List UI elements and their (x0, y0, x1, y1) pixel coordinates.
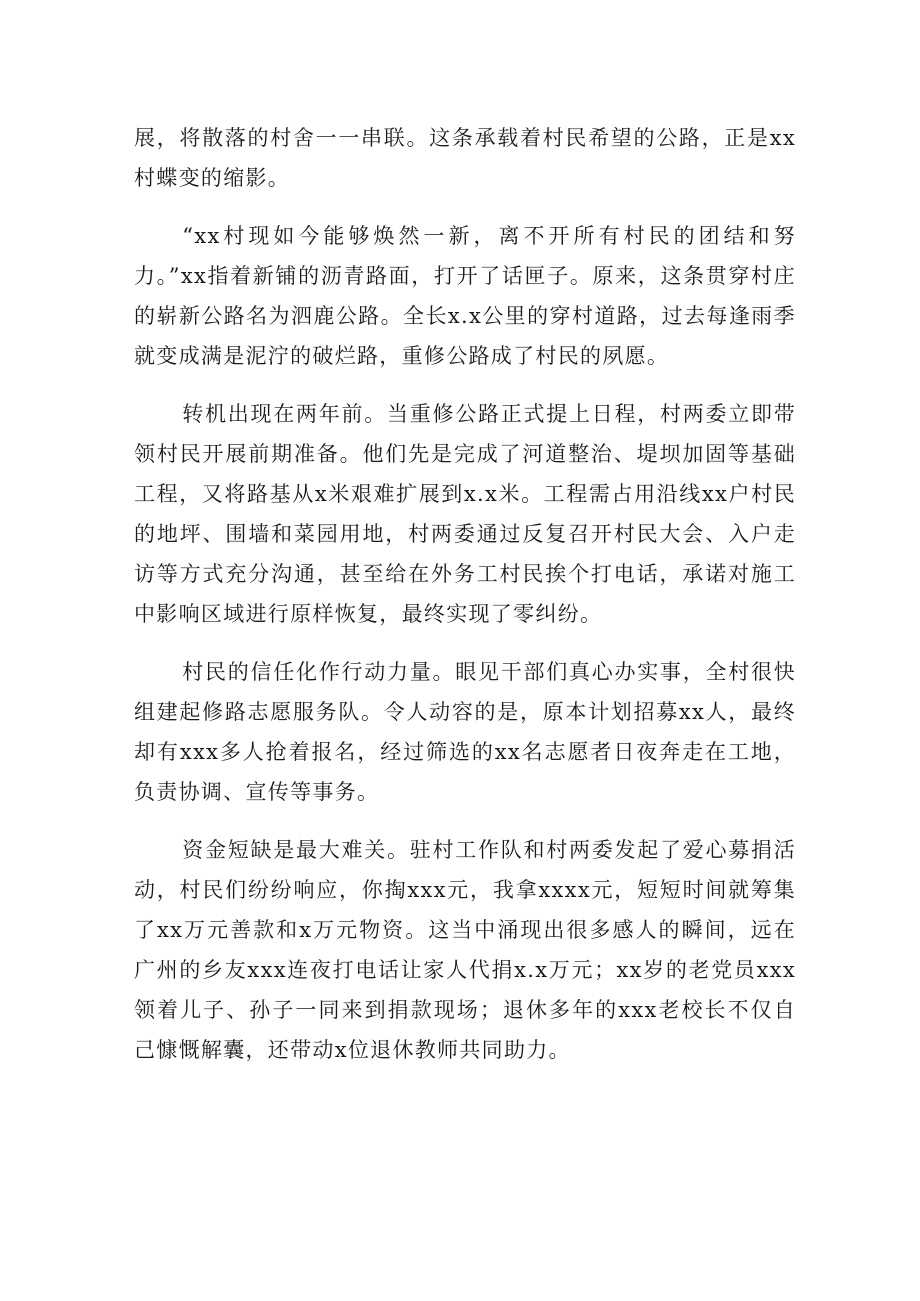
paragraph-continuation: 展，将散落的村舍一一串联。这条承载着村民希望的公路，正是xx村蝶变的缩影。 (134, 126, 796, 190)
paragraph-funding: 资金短缺是最大难关。驻村工作队和村两委发起了爱心募捐活动，村民们纷纷响应，你掏xxx元，我拿xxxx元，短短时间就筹集了xx万元善款和x万元物资。这当中涌现出很多感人的瞬间，远在广州的乡友xxx连夜打电话让家人代捐x.x万元；xx岁的老党员xxx领着儿子、孙子一同来到捐款现场；退休多年的xxx老校长不仅自己慷慨解囊，还带动x位退休教师共同助力。 (134, 838, 796, 1062)
paragraph-volunteers: 村民的信任化作行动力量。眼见干部们真心办实事，全村很快组建起修路志愿服务队。令人动容的是，原本计划招募xx人，最终却有xxx多人抢着报名，经过筛选的xx名志愿者日夜奔走在工地，负责协调、宣传等事务。 (134, 660, 796, 804)
paragraph-turning-point: 转机出现在两年前。当重修公路正式提上日程，村两委立即带领村民开展前期准备。他们先是完成了河道整治、堤坝加固等基础工程，又将路基从x米艰难扩展到x.x米。工程需占用沿线xx户村民的地坪、围墙和菜园用地，村两委通过反复召开村民大会、入户走访等方式充分沟通，甚至给在外务工村民挨个打电话，承诺对施工中影响区域进行原样恢复，最终实现了零纠纷。 (134, 402, 796, 626)
document-body (134, 118, 796, 1070)
paragraph-quote: “xx村现如今能够焕然一新，离不开所有村民的团结和努力。”xx指着新铺的沥青路面，打开了话匣子。原来，这条贯穿村庄的崭新公路名为泗鹿公路。全长x.x公里的穿村道路，过去每逢雨季就变成满是泥泞的破烂路，重修公路成了村民的夙愿。 (134, 224, 796, 368)
